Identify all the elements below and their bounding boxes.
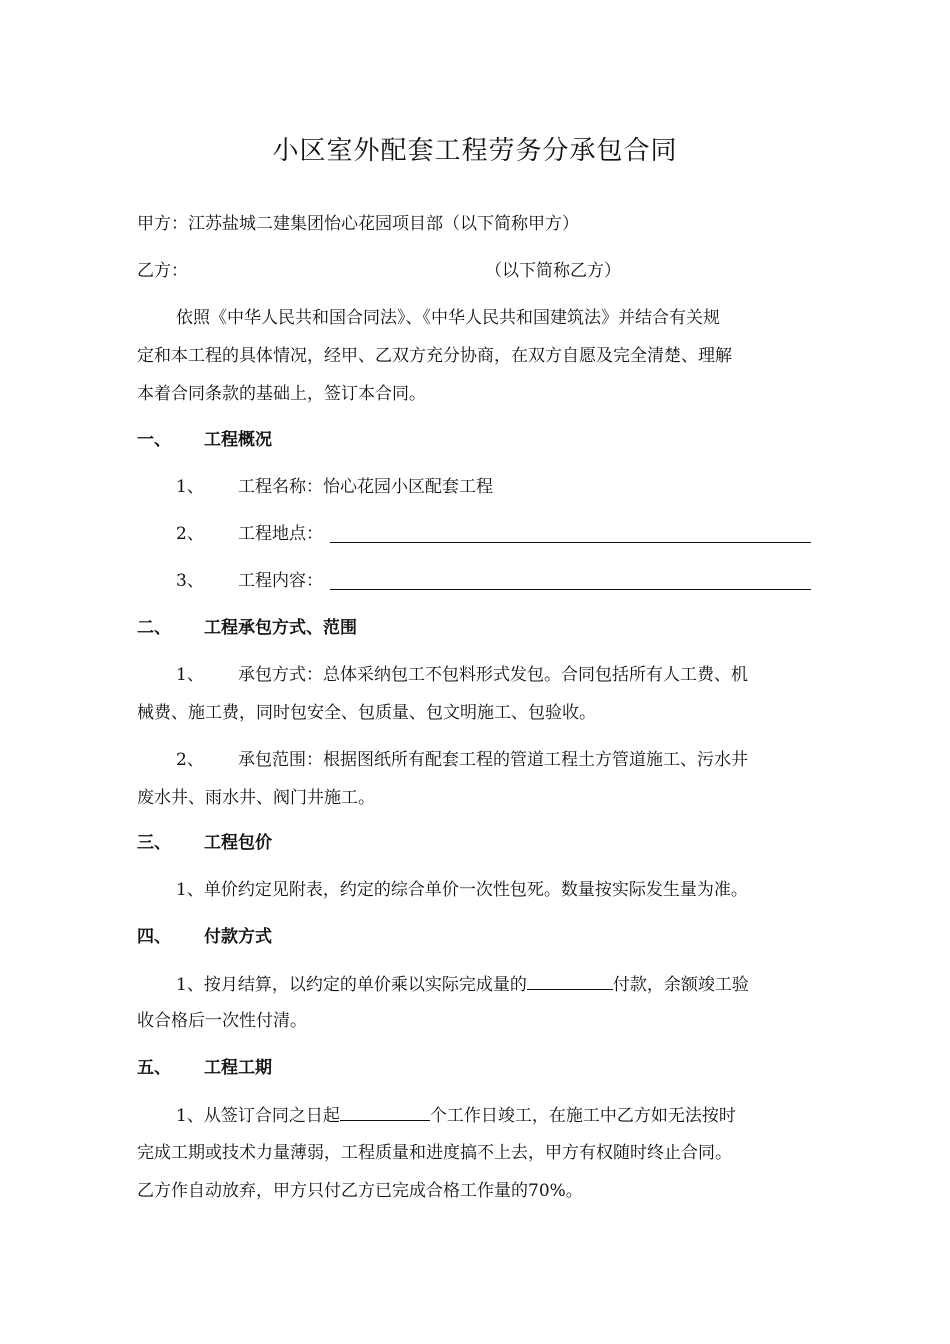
s4-line-1-start: 1、按月结算，以约定的单价乘以实际完成量的	[176, 975, 527, 995]
s2-item-1-number: 1、	[176, 665, 204, 685]
s4-line-1	[176, 971, 749, 997]
s2-item-2-line-1: 承包范围：根据图纸所有配套工程的管道工程土方管道施工、污水井	[238, 750, 748, 770]
section-5-number: 五、	[137, 1058, 171, 1078]
working-days-blank	[340, 1102, 430, 1121]
section-4-number: 四、	[137, 927, 171, 947]
s2-item-1-line-1: 承包方式：总体采纳包工不包料形式发包。合同包括所有人工费、机	[238, 665, 748, 685]
s5-line-2: 完成工期或技术力量薄弱，工程质量和进度搞不上去，甲方有权随时终止合同。	[137, 1143, 732, 1163]
s1-item-1-number: 1、	[176, 477, 204, 497]
s5-line-1	[176, 1102, 736, 1128]
section-5-title: 工程工期	[204, 1058, 272, 1078]
party-a-line: 甲方：江苏盐城二建集团怡心花园项目部（以下简称甲方）	[137, 214, 579, 234]
s5-line-1-start: 1、从签订合同之日起	[176, 1106, 340, 1126]
s4-line-2: 收合格后一次性付清。	[137, 1011, 307, 1031]
preamble-line-3: 本着合同条款的基础上，签订本合同。	[137, 384, 426, 404]
document-title: 小区室外配套工程劳务分承包合同	[272, 136, 678, 166]
project-content-blank	[330, 589, 811, 590]
s1-item-2-text: 工程地点：	[238, 524, 323, 544]
s5-line-1-end: 个工作日竣工，在施工中乙方如无法按时	[429, 1106, 736, 1126]
section-2-number: 二、	[137, 618, 171, 638]
section-4-title: 付款方式	[204, 927, 272, 947]
s4-line-1-end: 付款，余额竣工验	[612, 975, 749, 995]
project-location-blank	[330, 542, 811, 543]
section-3-title: 工程包价	[204, 833, 272, 853]
section-2-title: 工程承包方式、范围	[204, 618, 357, 638]
s1-item-1-text: 工程名称：怡心花园小区配套工程	[238, 477, 493, 497]
section-1-title: 工程概况	[204, 430, 272, 450]
s1-item-3-number: 3、	[176, 571, 204, 591]
s2-item-2-number: 2、	[176, 750, 204, 770]
preamble-line-1: 依照《中华人民共和国合同法》、《中华人民共和国建筑法》并结合有关规	[176, 308, 720, 328]
s2-item-1-line-2: 械费、施工费，同时包安全、包质量、包文明施工、包验收。	[137, 703, 596, 723]
s2-item-2-line-2: 废水井、雨水井、阀门井施工。	[137, 788, 375, 808]
s1-item-2-number: 2、	[176, 524, 204, 544]
section-3-number: 三、	[137, 833, 171, 853]
s3-line: 1、单价约定见附表，约定的综合单价一次性包死。数量按实际发生量为准。	[176, 880, 748, 900]
section-1-number: 一、	[137, 430, 171, 450]
s5-line-3: 乙方作自动放弃，甲方只付乙方已完成合格工作量的70%。	[137, 1181, 583, 1201]
payment-percent-blank	[527, 971, 613, 990]
preamble-line-2: 定和本工程的具体情况，经甲、乙双方充分协商，在双方自愿及完全清楚、理解	[137, 346, 732, 366]
party-b-suffix: （以下简称乙方）	[485, 261, 621, 281]
party-b-label: 乙方：	[137, 261, 188, 281]
s1-item-3-text: 工程内容：	[238, 571, 323, 591]
